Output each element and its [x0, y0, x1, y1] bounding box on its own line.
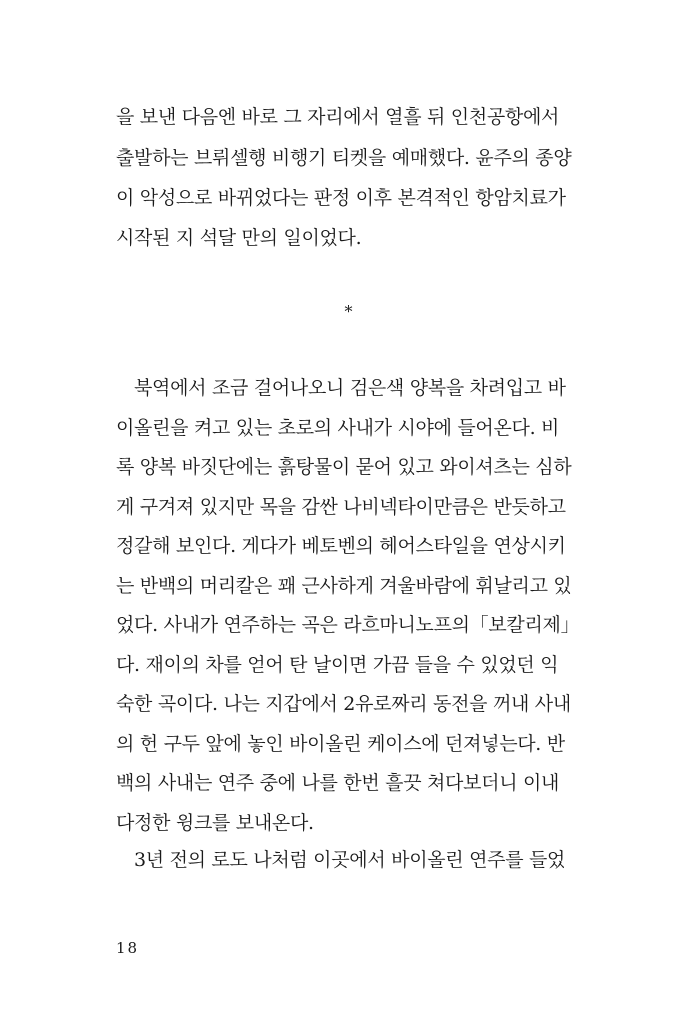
- text-line: 록 양복 바짓단에는 흙탕물이 묻어 있고 와이셔츠는 심하: [116, 456, 572, 478]
- text-line: 의 헌 구두 앞에 놓인 바이올린 케이스에 던져넣는다. 반: [116, 733, 565, 755]
- text-line: 북역에서 조금 걸어나오니 검은색 양복을 차려입고 바: [134, 377, 566, 399]
- text-line: 숙한 곡이다. 나는 지갑에서 2유로짜리 동전을 꺼내 사내: [116, 693, 571, 715]
- text-line: 시작된 지 석달 만의 일이었다.: [116, 227, 362, 249]
- text-line: 3년 전의 로도 나처럼 이곳에서 바이올린 연주를 들었: [134, 849, 566, 871]
- text-line: 이 악성으로 바뀌었다는 판정 이후 본격적인 항암치료가: [116, 187, 566, 209]
- text-line: 는 반백의 머리칼은 꽤 근사하게 겨울바람에 휘날리고 있: [116, 575, 572, 597]
- text-line: 을 보낸 다음엔 바로 그 자리에서 열흘 뒤 인천공항에서: [116, 106, 560, 128]
- section-separator-asterisk: *: [344, 302, 353, 321]
- text-line: 출발하는 브뤼셀행 비행기 티켓을 예매했다. 윤주의 종양: [116, 147, 572, 169]
- text-line: 었다. 사내가 연주하는 곡은 라흐마니노프의「보칼리제」: [116, 614, 580, 636]
- page-number: 18: [116, 939, 140, 957]
- text-line: 게 구겨져 있지만 목을 감싼 나비넥타이만큼은 반듯하고: [116, 496, 566, 518]
- text-line: 이올린을 켜고 있는 초로의 사내가 시야에 들어온다. 비: [116, 417, 560, 439]
- text-line: 다정한 윙크를 보내온다.: [116, 812, 314, 834]
- text-line: 정갈해 보인다. 게다가 베토벤의 헤어스타일을 연상시키: [116, 535, 566, 557]
- text-line: 백의 사내는 연주 중에 나를 한번 흘끗 쳐다보더니 이내: [116, 772, 560, 794]
- text-line: 다. 재이의 차를 얻어 탄 날이면 가끔 들을 수 있었던 익: [116, 654, 559, 676]
